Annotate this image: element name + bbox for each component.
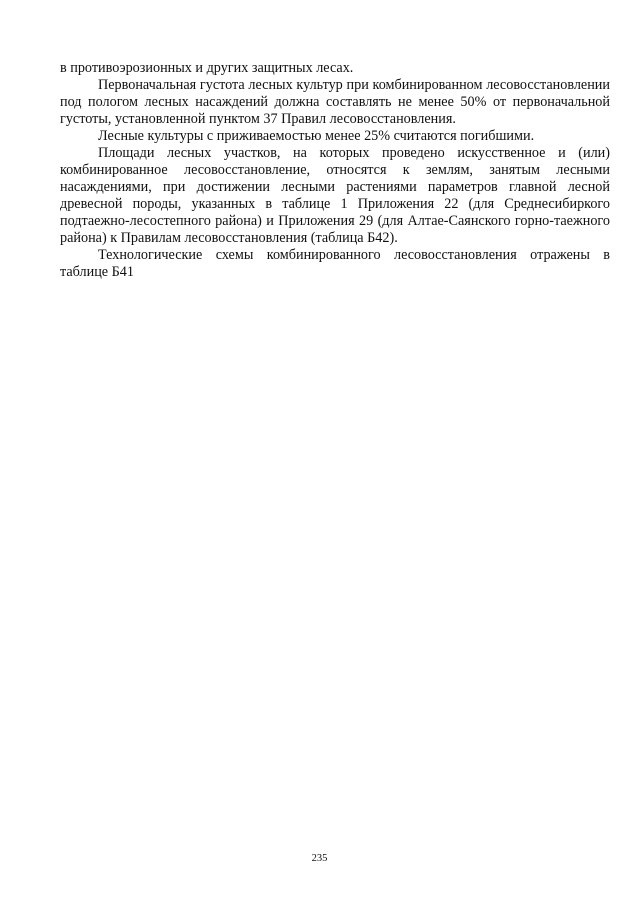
paragraph-technological-schemes: Технологические схемы комбинированного лесовосстановления отражены в таблице Б41: [60, 247, 610, 280]
paragraph-survival-rate: Лесные культуры с приживаемостью менее 25% считаются погибшими.: [98, 128, 535, 144]
paragraph-initial-density: Первоначальная густота лесных культур при комбинированном лесовосстановлении под пологом лесных насаждений должна составлять не менее 50% от первоначальной густоты, установленной пунктом 37 Правил лесовосстановления.: [60, 77, 610, 127]
paragraph-forest-areas: Площади лесных участков, на которых проведено искусственное и (или) комбинированное лесовосстановление, относятся к землям, занятым лесными насаждениями, при достижении лесными растениями параметров главной лесной древесной породы, указанных в таблице 1 Приложения 22 (для Среднесибиркого подтаежно-лесостепного района) и Приложения 29 (для Алтае-Саянского горно-таежного района) к Правилам лесовосстановления (таблица Б42).: [60, 145, 610, 246]
page-number: 235: [311, 853, 328, 864]
page-body: [60, 60, 610, 281]
paragraph-continuation: в противоэрозионных и других защитных лесах.: [60, 60, 354, 76]
